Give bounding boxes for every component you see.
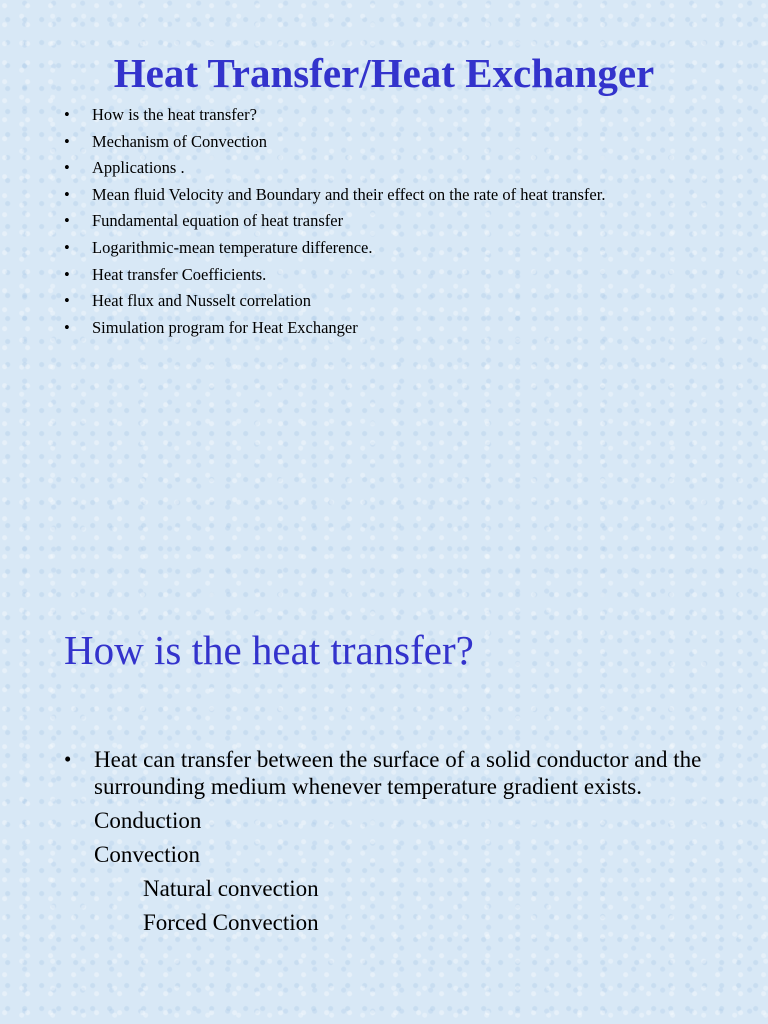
list-item <box>64 264 664 285</box>
slide-1-bullet-list <box>64 104 664 343</box>
list-item-text: Heat transfer Coefficients. <box>92 264 267 284</box>
bullet-icon: • <box>64 747 72 771</box>
slide-2 <box>0 512 768 1024</box>
bullet-icon: • <box>64 237 70 257</box>
slide-2-title: How is the heat transfer? <box>64 627 474 673</box>
bullet-icon: • <box>64 131 70 151</box>
bullet-icon: • <box>64 291 70 311</box>
bullet-icon: • <box>64 105 70 124</box>
bullet-icon: • <box>64 211 70 231</box>
list-item-text: Fundamental equation of heat transfer <box>92 211 344 231</box>
list-item-text: Heat flux and Nusselt correlation <box>92 291 312 311</box>
list-item <box>64 131 664 152</box>
list-item <box>64 104 664 125</box>
list-item-text: Logarithmic-mean temperature difference. <box>92 237 373 257</box>
list-item <box>64 317 664 338</box>
slide-1-title: Heat Transfer/Heat Exchanger <box>113 50 655 96</box>
list-item-text: Simulation program for Heat Exchanger <box>92 317 358 337</box>
list-item-text: Mean fluid Velocity and Boundary and their effect on the rate of heat transfer. <box>92 184 606 204</box>
list-item-text: How is the heat transfer? <box>92 105 257 124</box>
list-item <box>64 237 664 258</box>
bullet-icon: • <box>64 158 70 178</box>
list-item-text: Mechanism of Convection <box>92 131 268 151</box>
convection-type-natural: Natural convection <box>143 876 319 901</box>
list-item <box>64 290 664 311</box>
list-item-text: Applications . <box>92 158 185 178</box>
mode-convection: Convection <box>94 842 201 867</box>
paragraph-text: Heat can transfer between the surface of a solid conductor and the surrounding medium whenever temperature gradient exists. <box>94 747 702 799</box>
heat-transfer-paragraph <box>64 746 714 800</box>
bullet-icon: • <box>64 264 70 284</box>
list-item <box>64 184 664 205</box>
bullet-icon: • <box>64 184 70 204</box>
slide-2-body <box>64 746 714 936</box>
mode-conduction: Conduction <box>94 808 202 833</box>
list-item <box>64 210 664 231</box>
list-item <box>64 157 664 178</box>
convection-type-forced: Forced Convection <box>143 910 319 935</box>
bullet-icon: • <box>64 317 70 337</box>
